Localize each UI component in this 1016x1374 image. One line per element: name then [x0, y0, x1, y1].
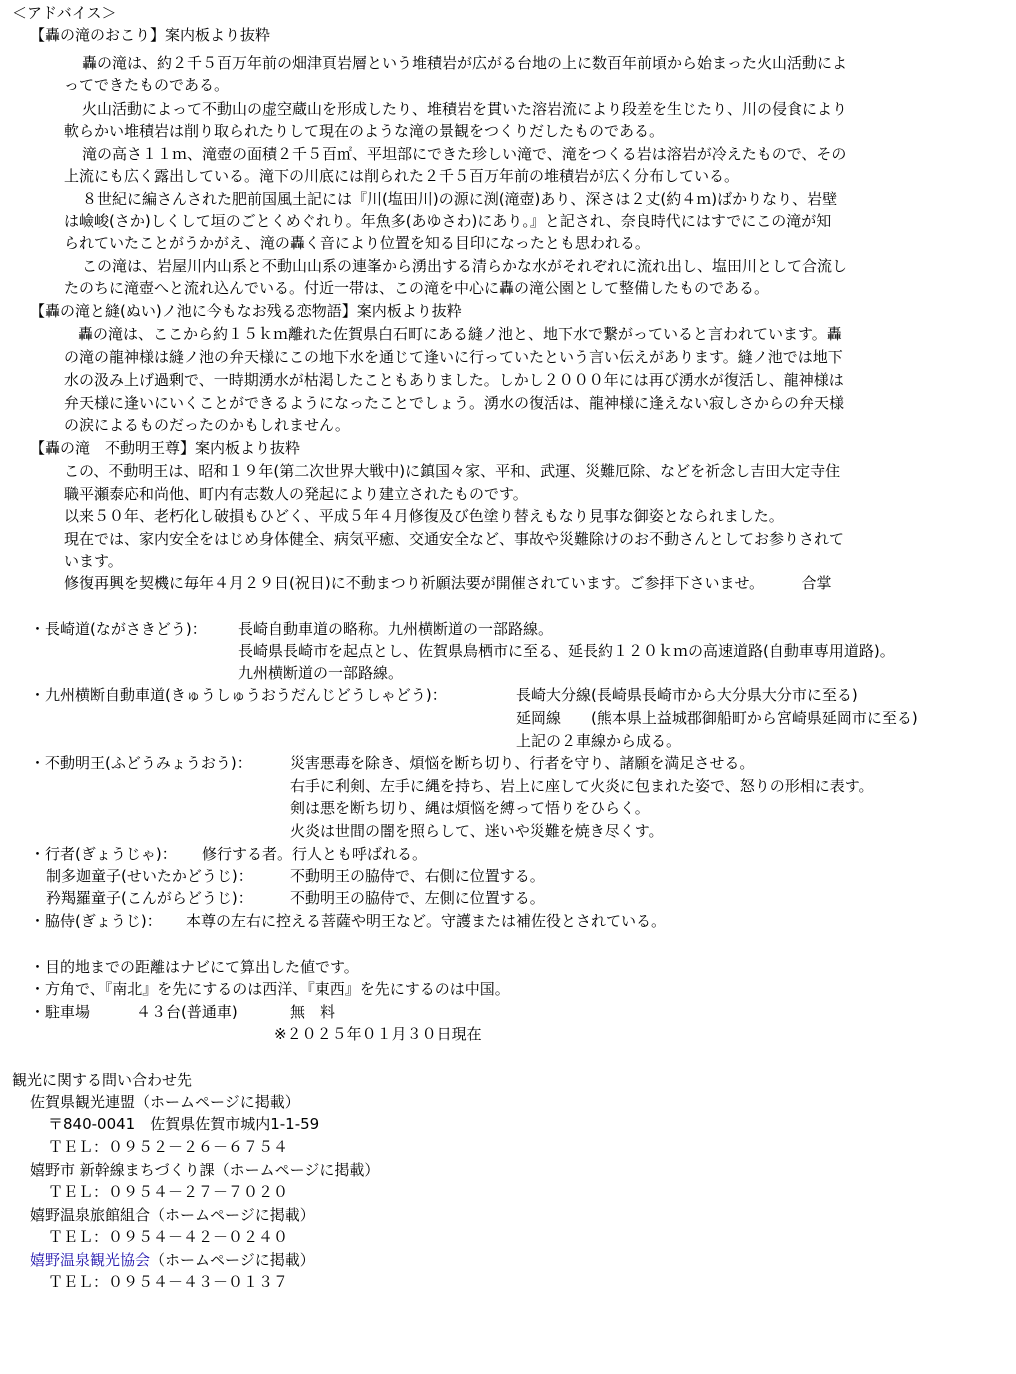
paragraph-line: 轟の滝は、約２千５百万年前の畑津頁岩層という堆積岩が広がる台地の上に数百年前頃から始まった火山活動によ — [82, 54, 848, 72]
contact-org: 嬉野市 新幹線まちづくり課（ホームページに掲載） — [30, 1161, 380, 1179]
paragraph-line: 以来５０年、老朽化し破損もひどく、平成５年４月修復及び色塗り替えもなり見事な御姿となられました。 — [64, 507, 784, 525]
note-distance: ・目的地までの距離はナビにて算出した値です。 — [30, 958, 359, 976]
contact-org-with-link — [30, 1249, 315, 1271]
contact-tel: ＴＥＬ：０９５２－２６－６７５４ — [48, 1138, 289, 1156]
paragraph-line: 轟の滝は、ここから約１５ｋｍ離れた佐賀県白石町にある縫ノ池と、地下水で繋がっていると言われています。轟 — [78, 325, 842, 343]
glossary-definition: 長崎大分線(長崎県長崎市から大分県大分市に至る) — [516, 686, 858, 704]
section-title-fudo-myoo: 【轟の滝 不動明王尊】案内板より抜粋 — [30, 439, 301, 457]
paragraph-line: この、不動明王は、昭和１９年(第二次世界大戦中)に鎮国々家、平和、武運、災難厄除、などを祈念し吉田大定寺住 — [64, 462, 841, 480]
glossary-definition: 延岡線 (熊本県上益城郡御船町から宮崎県延岡市に至る) — [516, 709, 918, 727]
paragraph-line: います。 — [64, 552, 123, 570]
contact-tel: ＴＥＬ：０９５４－４２－０２４０ — [48, 1228, 289, 1246]
glossary-definition: 火炎は世間の闇を照らして、迷いや災難を焼き尽くす。 — [290, 822, 664, 840]
glossary-definition: 剣は悪を断ち切り、縄は煩悩を縛って悟りをひらく。 — [290, 799, 650, 817]
glossary-term: ・長崎道(ながさきどう)： — [30, 620, 207, 638]
glossary-definition: 九州横断道の一部路線。 — [238, 664, 404, 682]
glossary-definition: 不動明王の脇侍で、右側に位置する。 — [290, 867, 545, 885]
contact-address: 〒840-0041 佐賀県佐賀市城内1-1-59 — [48, 1115, 320, 1133]
glossary-term: ・脇侍(ぎょうじ)： — [30, 912, 162, 930]
paragraph-line: 修復再興を契機に毎年４月２９日(祝日)に不動まつり祈願法要が開催されています。ご参拝下さいませ。 合掌 — [64, 574, 832, 592]
paragraph-line: 軟らかい堆積岩は削り取られたりして現在のような滝の景観をつくりだしたものである。 — [64, 122, 665, 140]
paragraph-line: 滝の高さ１１ｍ、滝壺の面積２千５百㎡、平坦部にできた珍しい滝で、滝をつくる岩は溶岩が冷えたもので、その — [82, 145, 847, 163]
glossary-definition: 災害悪毒を除き、煩悩を断ち切り、行者を守り、諸願を満足させる。 — [290, 754, 755, 772]
paragraph-line: 現在では、家内安全をはじめ身体健全、病気平癒、交通安全など、事故や災難除けのお不動さんとしてお参りされて — [64, 530, 845, 548]
contact-org-suffix: （ホームページに掲載） — [150, 1251, 315, 1269]
glossary-definition: 上記の２車線から成る。 — [516, 732, 682, 750]
paragraph-line: この滝は、岩屋川内山系と不動山山系の連峯から湧出する清らかな水がそれぞれに流れ出し、塩田川として合流し — [82, 257, 848, 275]
note-parking-label: ・駐車場 — [30, 1003, 91, 1021]
glossary-definition: 右手に利剣、左手に縄を持ち、岩上に座して火炎に包まれた姿で、怒りの形相に表す。 — [290, 777, 874, 795]
paragraph-line: は嶮峻(さか)しくして垣のごとくめぐれり。年魚多(あゆさわ)にあり。』と記され、奈良時代にはすでにこの滝が知 — [64, 212, 832, 230]
glossary-definition: 長崎県長崎市を起点とし、佐賀県鳥栖市に至る、延長約１２０ｋｍの高速道路(自動車専用道路)。 — [238, 642, 895, 660]
glossary-definition: 長崎自動車道の略称。九州横断道の一部路線。 — [238, 620, 554, 638]
paragraph-line: られていたことがうかがえ、滝の轟く音により位置を知る目印になったとも思われる。 — [64, 234, 650, 252]
ureshino-tourism-link[interactable]: 嬉野温泉観光協会 — [30, 1251, 151, 1269]
glossary-term: ・不動明王(ふどうみょうおう)： — [30, 754, 252, 772]
glossary-term: 矜羯羅童子(こんがらどうじ)： — [46, 889, 253, 907]
paragraph-line: 火山活動によって不動山の虚空蔵山を形成したり、堆積岩を貫いた溶岩流により段差を生じたり、川の侵食により — [82, 100, 848, 118]
contact-org: 佐賀県観光連盟（ホームページに掲載） — [30, 1093, 300, 1111]
glossary-term: ・九州横断自動車道(きゅうしゅうおうだんじどうしゃどう)： — [30, 686, 447, 704]
contacts-heading: 観光に関する問い合わせ先 — [12, 1071, 193, 1089]
section-title-love-story: 【轟の滝と縫(ぬい)ノ池に今もなお残る恋物語】案内板より抜粋 — [30, 302, 462, 320]
advice-heading: ＜アドバイス＞ — [12, 4, 117, 22]
paragraph-line: 職平瀬泰応和尚他、町内有志数人の発起により建立されたものです。 — [64, 485, 528, 503]
glossary-definition: 修行する者。行人とも呼ばれる。 — [202, 845, 428, 863]
paragraph-line: 水の汲み上げ過剰で、一時期湧水が枯渇したこともありました。しかし２０００年には再び湧水が復活し、龍神様は — [64, 371, 844, 389]
glossary-definition: 本尊の左右に控える菩薩や明王など。守護または補佐役とされている。 — [186, 912, 667, 930]
paragraph-line: 上流にも広く露出している。滝下の川底には削られた２千５百万年前の堆積岩が広く分布している。 — [64, 167, 740, 185]
glossary-term: ・行者(ぎょうじゃ)： — [30, 845, 177, 863]
contact-tel: ＴＥＬ：０９５４－２７－７０２０ — [48, 1183, 289, 1201]
paragraph-line: ってできたものである。 — [64, 76, 230, 94]
section-title-origin: 【轟の滝のおこり】案内板より抜粋 — [30, 26, 271, 44]
note-direction: ・方角で、『南北』を先にするのは西洋、『東西』を先にするのは中国。 — [30, 980, 510, 998]
paragraph-line: の滝の龍神様は縫ノ池の弁天様にこの地下水を通じて逢いに行っていたという言い伝えがあります。縫ノ池では地下 — [64, 348, 843, 366]
note-parking-count: ４３台(普通車) — [136, 1003, 238, 1021]
contact-org: 嬉野温泉旅館組合（ホームページに掲載） — [30, 1206, 315, 1224]
glossary-definition: 不動明王の脇侍で、左側に位置する。 — [290, 889, 545, 907]
paragraph-line: の涙によるものだったのかもしれません。 — [64, 416, 350, 434]
contact-tel: ＴＥＬ：０９５４－４３－０１３７ — [48, 1273, 289, 1291]
glossary-term: 制多迦童子(せいたかどうじ)： — [46, 867, 253, 885]
paragraph-line: ８世紀に編さんされた肥前国風土記には『川(塩田川)の源に渕(滝壺)あり、深さは２丈(約４ｍ)ばかりなり、岩壁 — [82, 190, 838, 208]
paragraph-line: たのちに滝壺へと流れ込んでいる。付近一帯は、この滝を中心に轟の滝公園として整備したものである。 — [64, 279, 770, 297]
note-date: ※２０２５年０１月３０日現在 — [274, 1025, 482, 1043]
paragraph-line: 弁天様に逢いにいくことができるようになったことでしょう。湧水の復活は、龍神様に逢えない寂しさからの弁天様 — [64, 394, 845, 412]
note-parking-fee: 無 料 — [290, 1003, 336, 1021]
